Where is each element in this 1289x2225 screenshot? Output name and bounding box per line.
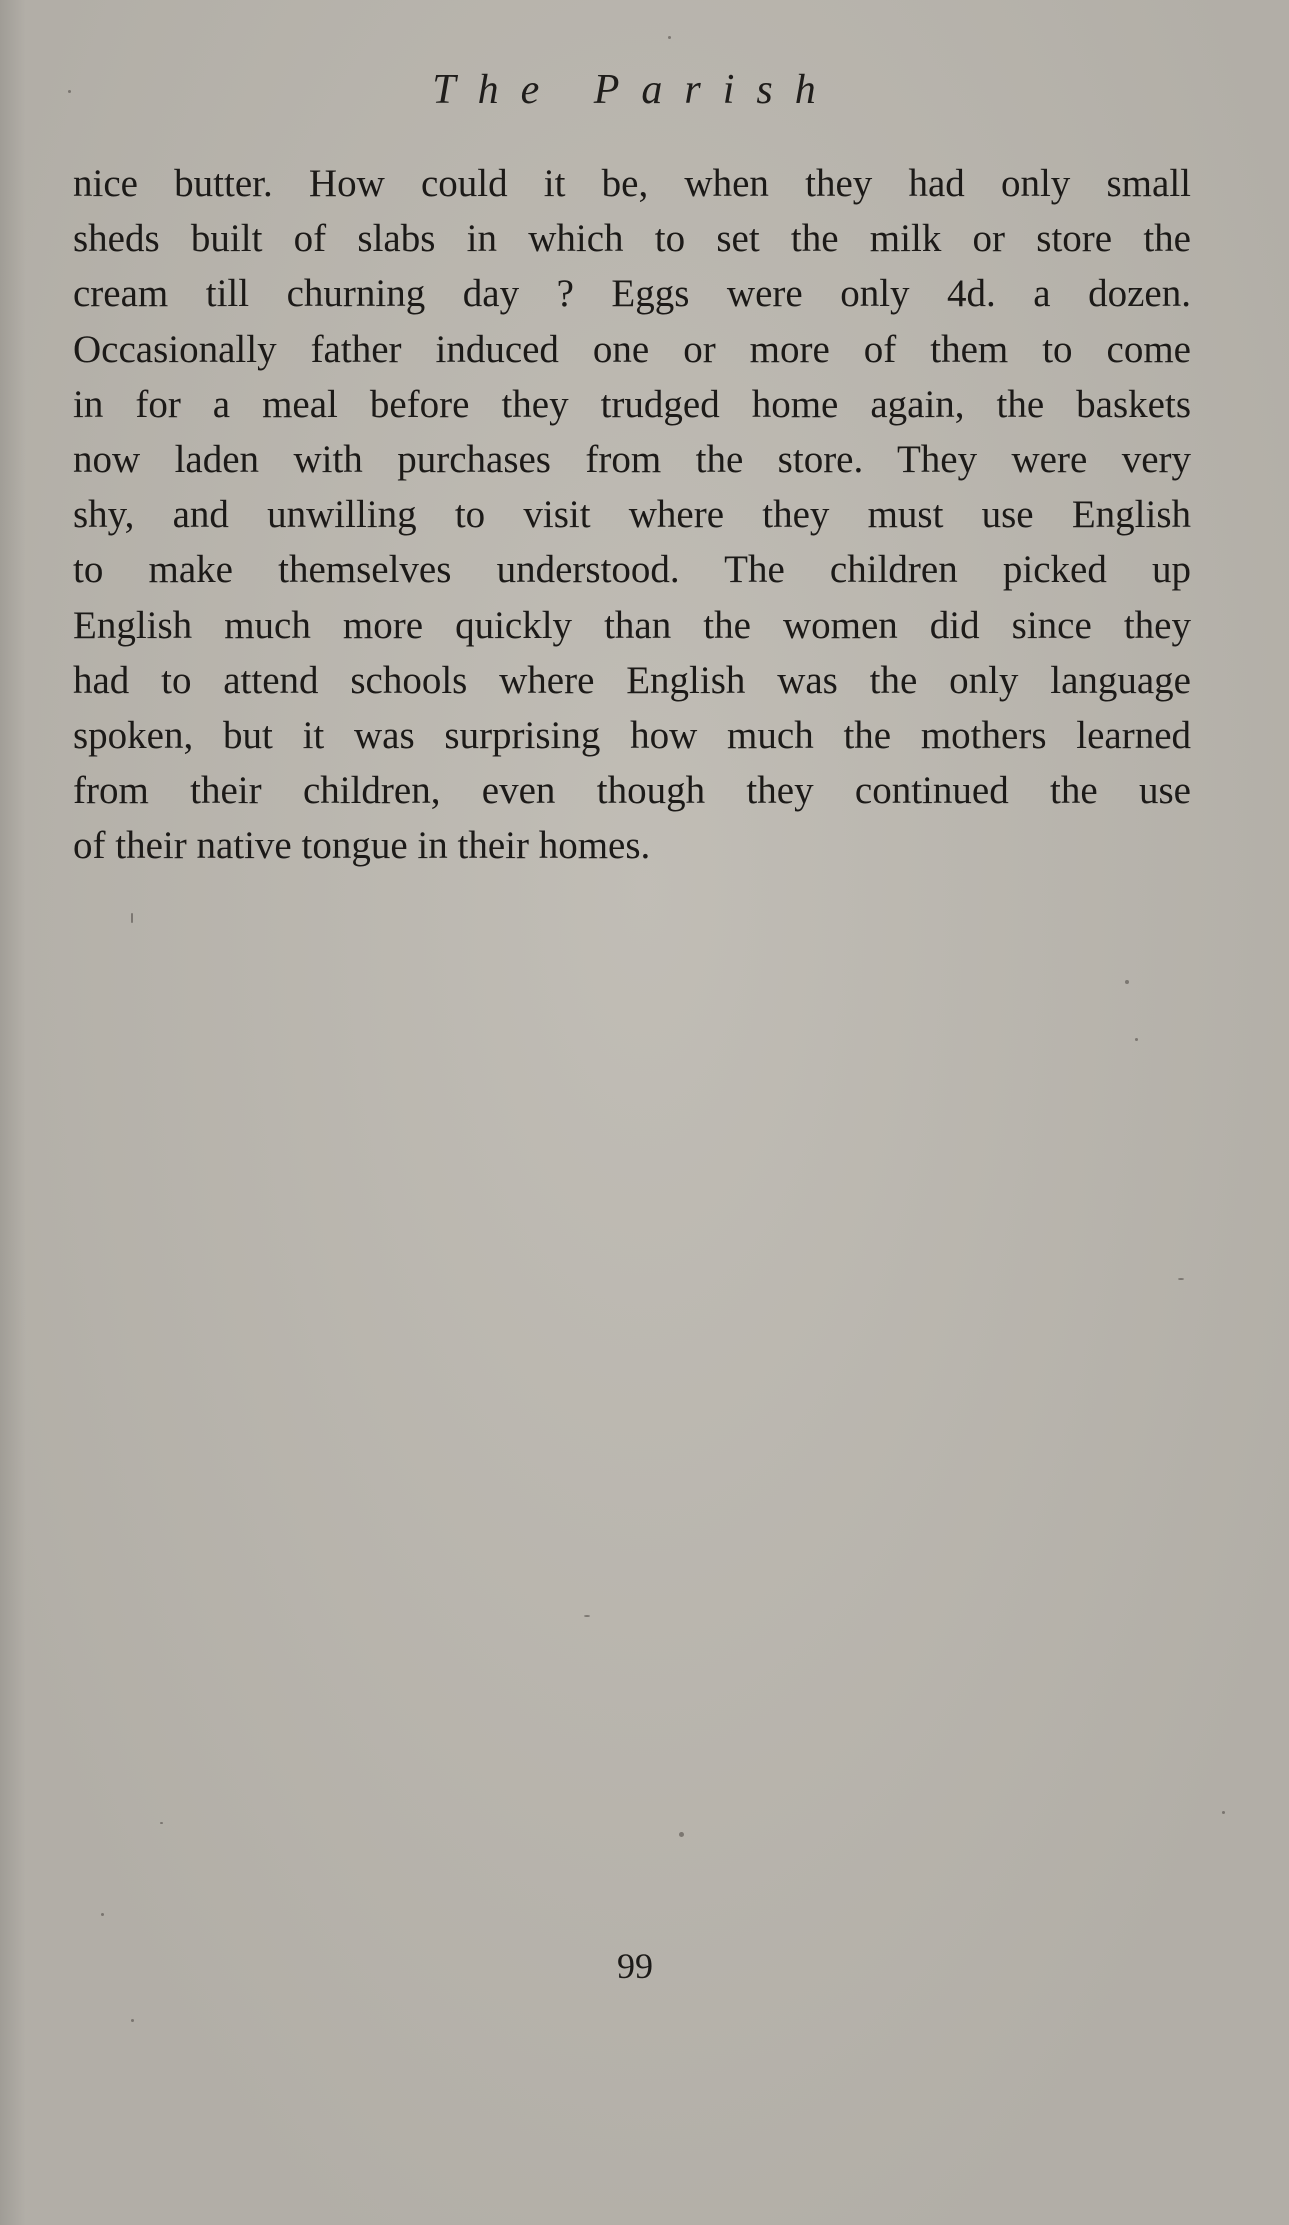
text-line: sheds built of slabs in which to set the milk or store the (73, 217, 1191, 261)
running-head (0, 66, 1270, 114)
text-line: had to attend schools where English was the only language (73, 658, 1191, 702)
text-line: of their native tongue in their homes. (73, 824, 651, 868)
paper-speck (1178, 1278, 1184, 1280)
paper-speck (68, 90, 71, 93)
page-number: 99 (617, 1946, 653, 1986)
paper-speck (1125, 980, 1129, 984)
body-paragraph (73, 156, 1191, 873)
text-line: cream till churning day ? Eggs were only 4d. a dozen. (73, 272, 1191, 316)
paper-speck (131, 913, 133, 923)
paper-speck (679, 1832, 684, 1837)
text-line: now laden with purchases from the store. They were very (73, 437, 1191, 481)
running-head-text: The Parish (432, 67, 838, 113)
paper-speck (1222, 1811, 1225, 1814)
text-line: Occasionally father induced one or more of them to come (73, 327, 1191, 371)
text-line: spoken, but it was surprising how much the mothers learned (73, 713, 1191, 757)
paper-speck (160, 1822, 163, 1824)
text-line: nice butter. How could it be, when they had only small (73, 162, 1191, 205)
text-line: to make themselves understood. The children picked up (73, 548, 1191, 592)
paper-speck (668, 36, 671, 39)
text-line: in for a meal before they trudged home again, the baskets (73, 382, 1191, 426)
paper-speck (1135, 1038, 1138, 1041)
paper-speck (131, 2019, 134, 2022)
paper-speck (584, 1615, 590, 1617)
text-line: English much more quickly than the women did since they (73, 603, 1191, 647)
paper-speck (101, 1913, 104, 1916)
text-line: shy, and unwilling to visit where they must use English (73, 493, 1191, 537)
spine-shadow (0, 0, 26, 2225)
text-line: from their children, even though they continued the use (73, 769, 1191, 813)
